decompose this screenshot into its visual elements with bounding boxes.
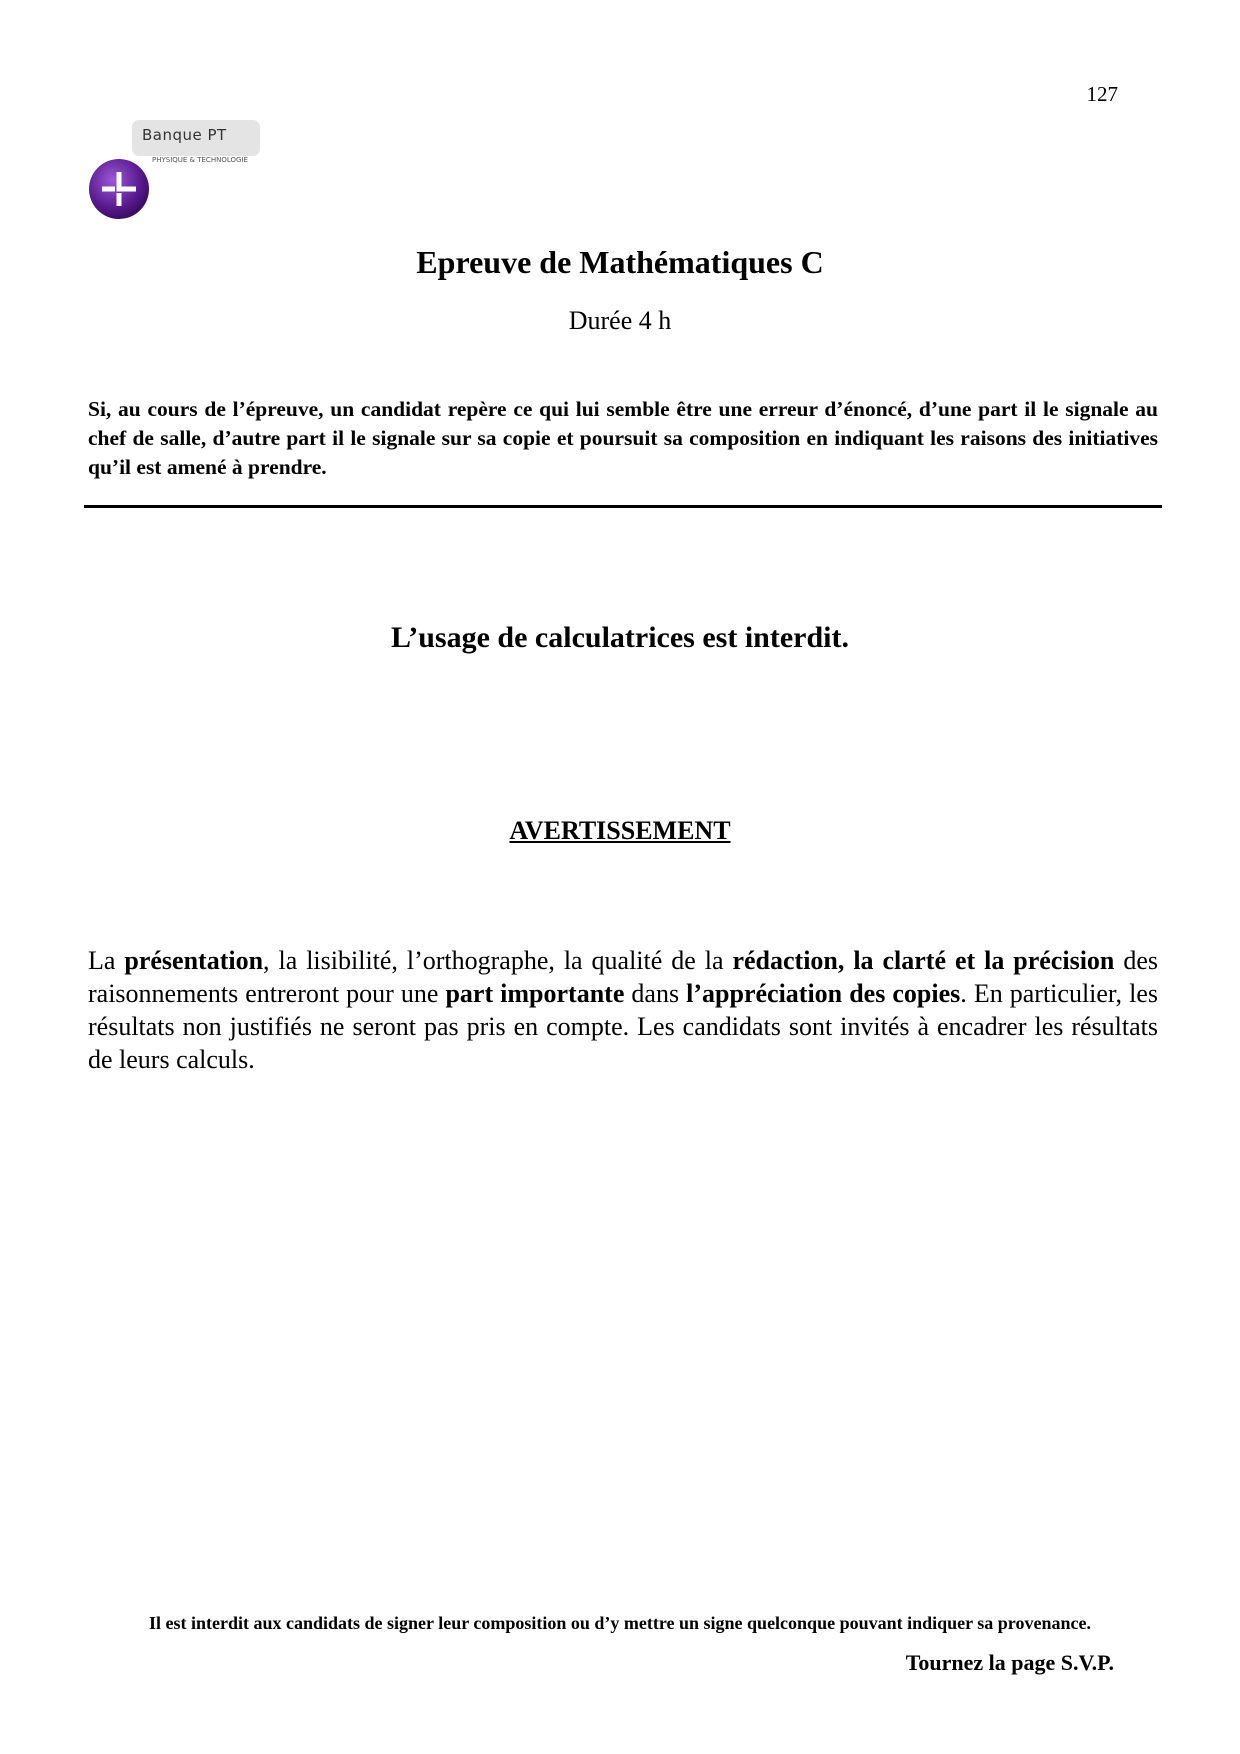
page-number: 127 xyxy=(1086,82,1118,106)
warning-bold-4: l’appréciation des copies xyxy=(686,979,961,1008)
warning-bold-1: présentation xyxy=(124,946,264,975)
warning-text-1: La xyxy=(88,946,125,975)
warning-text-5: . En particulier, les résultats non justifiés ne seront pas pris en compte. Les candidats sont invités à encadrer les résultats de leurs calculs. xyxy=(88,979,1158,1074)
warning-heading: AVERTISSEMENT xyxy=(509,816,731,845)
footer-notice: Il est interdit aux candidats de signer leur composition ou d’y mettre un signe quelconque pouvant indiquer sa provenance. xyxy=(149,1613,1091,1633)
warning-bold-2: rédaction, la clarté et la précision xyxy=(732,946,1115,975)
logo-disc-icon xyxy=(88,158,150,220)
error-notice: Si, au cours de l’épreuve, un candidat repère ce qui lui semble être une erreur d’énoncé, d’une part il le signale au chef de salle, d’autre part il le signale sur sa copie et poursuit sa composition en indiquant les raisons des initiatives qu’il est amené à prendre. xyxy=(88,397,1158,479)
logo-name: Banque PT xyxy=(142,126,227,144)
warning-text-3: des raisonnements entreront pour une xyxy=(88,946,1158,1008)
logo-badge xyxy=(132,120,260,156)
exam-title: Epreuve de Mathématiques C xyxy=(416,244,824,280)
banque-pt-logo xyxy=(86,118,266,222)
logo-tagline: PHYSIQUE & TECHNOLOGIE xyxy=(152,156,248,164)
warning-text-4: dans xyxy=(624,979,687,1008)
exam-duration: Durée 4 h xyxy=(568,306,672,335)
turn-page-note: Tournez la page S.V.P. xyxy=(905,1650,1114,1675)
warning-paragraph xyxy=(88,944,1158,1076)
warning-text-2: , la lisibilité, l’orthographe, la qualité de la xyxy=(263,946,733,975)
calculator-rule: L’usage de calculatrices est interdit. xyxy=(391,621,849,654)
warning-bold-3: part importante xyxy=(445,979,625,1008)
divider-rule xyxy=(84,505,1162,508)
